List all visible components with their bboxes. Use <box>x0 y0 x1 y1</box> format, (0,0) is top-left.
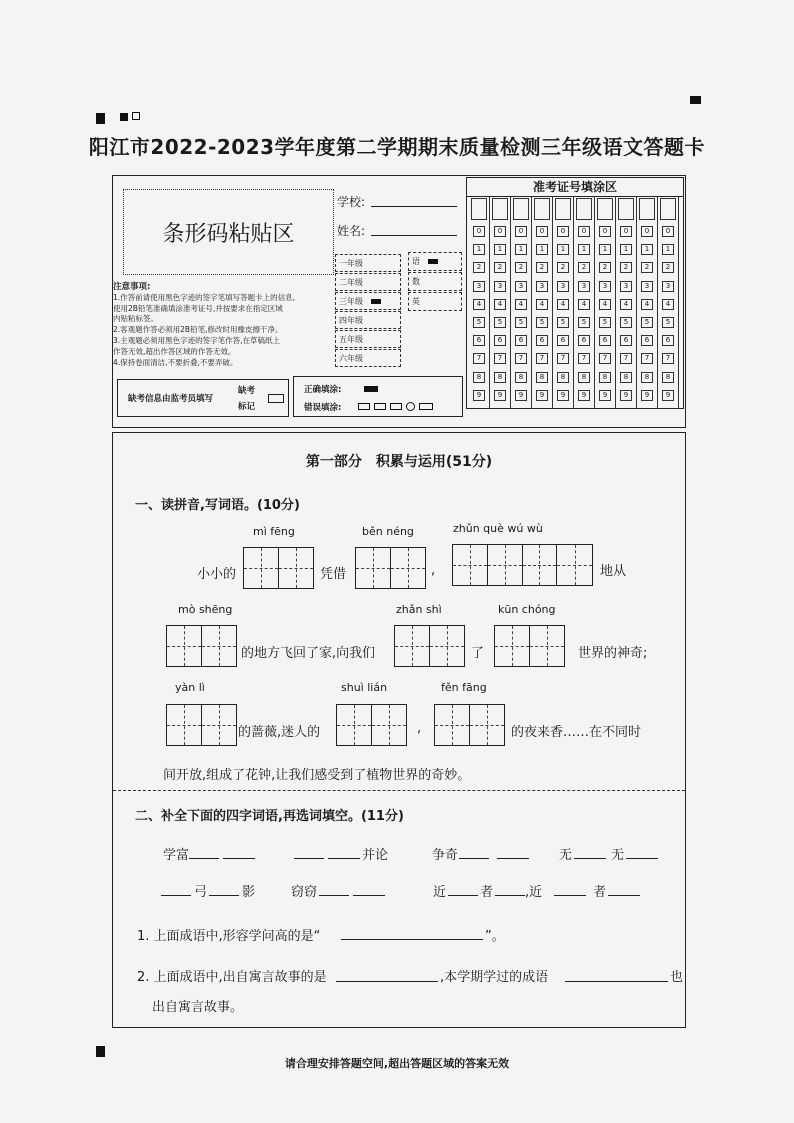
exam-digit-bubble[interactable]: 8 <box>536 372 548 383</box>
exam-digit-bubble[interactable]: 9 <box>662 390 674 401</box>
exam-digit-bubble[interactable]: 3 <box>557 281 569 292</box>
idiom-text: 窃窃 <box>291 885 318 900</box>
exam-number-column <box>490 196 511 408</box>
idiom-text: 并论 <box>362 848 389 863</box>
idiom-text: 无 <box>559 848 573 863</box>
exam-digit-bubble[interactable]: 3 <box>473 281 485 292</box>
exam-digit-bubble[interactable]: 0 <box>599 226 611 237</box>
exam-digit-bubble[interactable]: 7 <box>578 353 590 364</box>
registration-mark-top-left-2 <box>120 113 128 121</box>
grade-option[interactable]: 四年级 <box>335 311 401 329</box>
exam-number-title: 准考证号填涂区 <box>467 178 683 197</box>
writing-grid[interactable] <box>243 547 314 589</box>
writing-grid[interactable] <box>166 704 237 746</box>
sentence-text: 间开放,组成了花钟,让我们感受到了植物世界的奇妙。 <box>163 768 471 783</box>
exam-digit-bubble[interactable]: 0 <box>473 226 485 237</box>
exam-digit-bubble[interactable]: 2 <box>599 262 611 273</box>
idiom-text: 影 <box>242 885 256 900</box>
question-text: ”。 <box>485 929 505 944</box>
part1-title: 第一部分 积累与运用(51分) <box>305 454 493 470</box>
exam-digit-bubble[interactable]: 1 <box>473 244 485 255</box>
idiom-text: 无 <box>611 848 625 863</box>
exam-digit-bubble[interactable]: 3 <box>578 281 590 292</box>
exam-digit-bubble[interactable]: 5 <box>515 317 527 328</box>
exam-number-column <box>469 196 490 408</box>
exam-number-write-box[interactable] <box>660 198 676 220</box>
exam-digit-bubble[interactable]: 9 <box>515 390 527 401</box>
note-line: 内贴粘标签。 <box>113 314 158 324</box>
exam-digit-bubble[interactable]: 1 <box>515 244 527 255</box>
exam-digit-bubble[interactable]: 2 <box>662 262 674 273</box>
registration-mark-top-left-3 <box>132 112 140 120</box>
subject-option[interactable]: 数 <box>408 272 462 291</box>
writing-grid[interactable] <box>166 625 237 667</box>
question-text: 1. 上面成语中,形容学问高的是“ <box>137 929 321 944</box>
exam-digit-bubble[interactable]: 4 <box>662 299 674 310</box>
idiom-blank[interactable] <box>574 858 606 859</box>
proctor-box <box>117 379 289 417</box>
idiom-blank[interactable] <box>161 895 191 896</box>
absent-label: 缺考 <box>238 386 256 396</box>
exam-digit-bubble[interactable]: 0 <box>620 226 632 237</box>
exam-digit-bubble[interactable]: 7 <box>473 353 485 364</box>
correct-fill-sample <box>364 386 378 392</box>
exam-digit-bubble[interactable]: 1 <box>536 244 548 255</box>
wrong-fill-sample <box>358 403 370 410</box>
grade-option[interactable]: 二年级 <box>335 273 401 291</box>
idiom-blank[interactable] <box>223 858 255 859</box>
writing-grid[interactable] <box>394 625 465 667</box>
idiom-blank[interactable] <box>554 895 586 896</box>
exam-digit-bubble[interactable]: 1 <box>662 244 674 255</box>
exam-digit-bubble[interactable]: 2 <box>473 262 485 273</box>
idiom-text: 近 <box>433 885 447 900</box>
writing-grid[interactable] <box>494 625 565 667</box>
exam-digit-bubble[interactable]: 6 <box>599 335 611 346</box>
exam-digit-bubble[interactable]: 4 <box>473 299 485 310</box>
exam-digit-bubble[interactable]: 9 <box>536 390 548 401</box>
idiom-blank[interactable] <box>209 895 239 896</box>
exam-digit-bubble[interactable]: 0 <box>515 226 527 237</box>
exam-digit-bubble[interactable]: 6 <box>515 335 527 346</box>
idiom-text: 学富 <box>163 848 190 863</box>
exam-digit-bubble[interactable]: 5 <box>494 317 506 328</box>
exam-digit-bubble[interactable]: 3 <box>662 281 674 292</box>
grade-option[interactable]: 六年级 <box>335 349 401 367</box>
exam-digit-bubble[interactable]: 1 <box>620 244 632 255</box>
exam-number-grid <box>466 177 684 409</box>
sentence-text: 小小的 <box>197 567 237 582</box>
question-text: 也 <box>670 970 684 985</box>
filled-mark <box>428 259 438 264</box>
note-line: 1.作答前请使用黑色字迹的签字笔填写答题卡上的信息, <box>113 292 296 302</box>
sentence-text: 了 <box>471 646 485 661</box>
fill-example-box <box>293 376 463 417</box>
exam-digit-bubble[interactable]: 7 <box>641 353 653 364</box>
exam-digit-bubble[interactable]: 5 <box>473 317 485 328</box>
pinyin: běn néng <box>362 525 414 538</box>
exam-digit-bubble[interactable]: 6 <box>557 335 569 346</box>
exam-number-column <box>511 196 532 408</box>
exam-digit-bubble[interactable]: 8 <box>599 372 611 383</box>
exam-digit-bubble[interactable]: 7 <box>515 353 527 364</box>
exam-digit-bubble[interactable]: 9 <box>578 390 590 401</box>
answer-blank[interactable] <box>336 981 438 982</box>
exam-digit-bubble[interactable]: 9 <box>557 390 569 401</box>
subject-option[interactable]: 语 <box>408 252 462 271</box>
idiom-blank[interactable] <box>353 895 385 896</box>
idiom-blank[interactable] <box>495 895 525 896</box>
exam-digit-bubble[interactable]: 6 <box>620 335 632 346</box>
exam-number-write-box[interactable] <box>513 198 529 220</box>
exam-digit-bubble[interactable]: 5 <box>599 317 611 328</box>
exam-digit-bubble[interactable]: 0 <box>578 226 590 237</box>
notes-title: 注意事项: <box>113 282 151 292</box>
pinyin: zhǔn què wú wù <box>453 522 543 535</box>
notes-section <box>113 282 325 368</box>
sentence-text: 的夜来香……在不同时 <box>511 725 642 740</box>
exam-digit-bubble[interactable]: 4 <box>536 299 548 310</box>
exam-number-write-box[interactable] <box>555 198 571 220</box>
note-line: 作答无效,超出作答区域的作答无效。 <box>113 346 236 356</box>
exam-digit-bubble[interactable]: 1 <box>557 244 569 255</box>
registration-mark-top-left <box>96 113 105 124</box>
exam-digit-bubble[interactable]: 4 <box>557 299 569 310</box>
exam-digit-bubble[interactable]: 2 <box>494 262 506 273</box>
exam-digit-bubble[interactable]: 9 <box>620 390 632 401</box>
exam-digit-bubble[interactable]: 0 <box>494 226 506 237</box>
exam-digit-bubble[interactable]: 5 <box>578 317 590 328</box>
answer-blank[interactable] <box>341 939 483 940</box>
registration-mark-top-right <box>690 96 701 104</box>
exam-digit-bubble[interactable]: 9 <box>599 390 611 401</box>
wrong-fill-sample <box>406 402 415 411</box>
exam-number-write-box[interactable] <box>618 198 634 220</box>
exam-number-column <box>595 196 616 408</box>
exam-digit-bubble[interactable]: 8 <box>473 372 485 383</box>
name-label: 姓名: <box>337 224 366 238</box>
grade-option[interactable]: 五年级 <box>335 330 401 348</box>
idiom-text: 者 <box>593 885 607 900</box>
exam-digit-bubble[interactable]: 3 <box>599 281 611 292</box>
q1-title: 一、读拼音,写词语。(10分) <box>135 498 300 513</box>
exam-digit-bubble[interactable]: 8 <box>494 372 506 383</box>
exam-digit-bubble[interactable]: 5 <box>557 317 569 328</box>
exam-digit-bubble[interactable]: 1 <box>599 244 611 255</box>
idiom-blank[interactable] <box>626 858 658 859</box>
idiom-blank[interactable] <box>189 858 219 859</box>
exam-number-column <box>553 196 574 408</box>
absent-checkbox[interactable] <box>268 394 284 403</box>
wrong-fill-label: 错误填涂: <box>304 403 342 413</box>
exam-digit-bubble[interactable]: 4 <box>494 299 506 310</box>
exam-number-write-box[interactable] <box>471 198 487 220</box>
exam-digit-bubble[interactable]: 8 <box>641 372 653 383</box>
idiom-blank[interactable] <box>328 858 360 859</box>
writing-grid[interactable] <box>452 544 593 586</box>
exam-digit-bubble[interactable]: 2 <box>578 262 590 273</box>
question-text: 2. 上面成语中,出自寓言故事的是 <box>137 970 327 985</box>
exam-number-column <box>637 196 658 408</box>
exam-digit-bubble[interactable]: 1 <box>494 244 506 255</box>
pinyin: yàn lì <box>175 681 205 694</box>
exam-number-column <box>616 196 637 408</box>
exam-digit-bubble[interactable]: 8 <box>515 372 527 383</box>
exam-number-write-box[interactable] <box>639 198 655 220</box>
question-text: 出自寓言故事。 <box>152 1000 244 1015</box>
question-text: ,本学期学过的成语 <box>440 970 549 985</box>
filled-mark <box>371 299 381 304</box>
exam-number-column <box>658 196 679 408</box>
exam-digit-bubble[interactable]: 8 <box>557 372 569 383</box>
student-info-box <box>112 175 686 428</box>
exam-digit-bubble[interactable]: 0 <box>641 226 653 237</box>
idiom-text: ,近 <box>525 885 543 900</box>
pinyin: zhǎn shì <box>396 603 442 616</box>
sentence-text: 地从 <box>600 564 627 579</box>
pinyin: shuì lián <box>341 681 388 694</box>
q2-title: 二、补全下面的四字词语,再选词填空。(11分) <box>135 809 404 824</box>
footer-note: 请合理安排答题空间,超出答题区域的答案无效 <box>284 1057 510 1070</box>
answer-blank[interactable] <box>565 981 668 982</box>
barcode-label: 条形码粘贴区 <box>162 221 295 247</box>
exam-digit-bubble[interactable]: 7 <box>494 353 506 364</box>
idiom-blank[interactable] <box>459 858 489 859</box>
exam-digit-bubble[interactable]: 5 <box>536 317 548 328</box>
exam-digit-bubble[interactable]: 1 <box>578 244 590 255</box>
writing-grid[interactable] <box>355 547 426 589</box>
exam-digit-bubble[interactable]: 6 <box>494 335 506 346</box>
barcode-area <box>123 189 334 275</box>
note-line: 使用2B铅笔准确填涂准考证号,并按要求在指定区域 <box>113 303 283 313</box>
exam-digit-bubble[interactable]: 6 <box>641 335 653 346</box>
sentence-text: , <box>431 563 436 578</box>
exam-digit-bubble[interactable]: 6 <box>578 335 590 346</box>
exam-digit-bubble[interactable]: 2 <box>515 262 527 273</box>
exam-digit-bubble[interactable]: 0 <box>536 226 548 237</box>
exam-digit-bubble[interactable]: 3 <box>515 281 527 292</box>
note-line: 2.客观题作答必须用2B铅笔,修改时用橡皮擦干净。 <box>113 325 283 335</box>
grade-option[interactable]: 一年级 <box>335 254 401 272</box>
exam-digit-bubble[interactable]: 4 <box>641 299 653 310</box>
writing-grid[interactable] <box>434 704 505 746</box>
exam-number-write-box[interactable] <box>534 198 550 220</box>
pinyin: kūn chóng <box>498 603 556 616</box>
exam-digit-bubble[interactable]: 5 <box>641 317 653 328</box>
exam-digit-bubble[interactable]: 7 <box>599 353 611 364</box>
writing-grid[interactable] <box>336 704 407 746</box>
exam-number-column <box>574 196 595 408</box>
exam-digit-bubble[interactable]: 4 <box>599 299 611 310</box>
exam-digit-bubble[interactable]: 2 <box>557 262 569 273</box>
exam-digit-bubble[interactable]: 3 <box>494 281 506 292</box>
exam-digit-bubble[interactable]: 8 <box>578 372 590 383</box>
wrong-fill-sample <box>374 403 386 410</box>
exam-digit-bubble[interactable]: 4 <box>578 299 590 310</box>
exam-digit-bubble[interactable]: 0 <box>557 226 569 237</box>
idiom-text: 者 <box>480 885 494 900</box>
sentence-text: , <box>417 721 422 736</box>
exam-digit-bubble[interactable]: 3 <box>641 281 653 292</box>
exam-digit-bubble[interactable]: 3 <box>536 281 548 292</box>
exam-digit-bubble[interactable]: 2 <box>620 262 632 273</box>
exam-digit-bubble[interactable]: 7 <box>662 353 674 364</box>
exam-digit-bubble[interactable]: 1 <box>641 244 653 255</box>
exam-digit-bubble[interactable]: 5 <box>662 317 674 328</box>
answer-area <box>112 432 686 1028</box>
name-field[interactable] <box>371 235 457 236</box>
exam-digit-bubble[interactable]: 2 <box>536 262 548 273</box>
exam-digit-bubble[interactable]: 7 <box>620 353 632 364</box>
school-label: 学校: <box>337 195 366 209</box>
subject-option[interactable]: 英 <box>408 292 462 311</box>
note-line: 4.保持卷面清洁,不要折叠,不要弄破。 <box>113 357 238 367</box>
proctor-label: 缺考信息由监考员填写 <box>128 394 214 404</box>
grade-option[interactable]: 三年级 <box>335 292 401 310</box>
exam-digit-bubble[interactable]: 6 <box>473 335 485 346</box>
sentence-text: 的地方飞回了家,向我们 <box>241 646 376 661</box>
exam-digit-bubble[interactable]: 9 <box>641 390 653 401</box>
pinyin: mì fēng <box>253 525 295 538</box>
exam-digit-bubble[interactable]: 8 <box>620 372 632 383</box>
absent-label: 标记 <box>238 402 256 412</box>
exam-digit-bubble[interactable]: 4 <box>515 299 527 310</box>
exam-digit-bubble[interactable]: 3 <box>620 281 632 292</box>
idiom-blank[interactable] <box>497 858 529 859</box>
exam-number-write-box[interactable] <box>492 198 508 220</box>
exam-digit-bubble[interactable]: 9 <box>473 390 485 401</box>
exam-digit-bubble[interactable]: 2 <box>641 262 653 273</box>
exam-number-write-box[interactable] <box>597 198 613 220</box>
exam-number-write-box[interactable] <box>576 198 592 220</box>
exam-digit-bubble[interactable]: 6 <box>662 335 674 346</box>
exam-digit-bubble[interactable]: 0 <box>662 226 674 237</box>
exam-digit-bubble[interactable]: 9 <box>494 390 506 401</box>
exam-digit-bubble[interactable]: 7 <box>536 353 548 364</box>
page-title: 阳江市2022-2023学年度第二学期期末质量检测三年级语文答题卡 <box>88 135 706 159</box>
exam-digit-bubble[interactable]: 4 <box>620 299 632 310</box>
idiom-blank[interactable] <box>608 895 640 896</box>
note-line: 3.主观题必须用黑色字迹的签字笔作答,在草稿纸上 <box>113 335 281 345</box>
exam-digit-bubble[interactable]: 6 <box>536 335 548 346</box>
exam-digit-bubble[interactable]: 7 <box>557 353 569 364</box>
idiom-blank[interactable] <box>319 895 349 896</box>
pinyin: fěn fāng <box>441 681 487 694</box>
section-divider <box>113 790 685 791</box>
wrong-fill-sample <box>390 403 402 410</box>
sentence-text: 世界的神奇; <box>578 646 648 661</box>
sentence-text: 的蔷薇,迷人的 <box>238 725 321 740</box>
idiom-text: 弓 <box>194 885 208 900</box>
exam-digit-bubble[interactable]: 5 <box>620 317 632 328</box>
idiom-text: 争奇 <box>432 848 459 863</box>
idiom-blank[interactable] <box>448 895 478 896</box>
sentence-text: 凭借 <box>320 567 347 582</box>
pinyin: mò shēng <box>178 603 233 616</box>
wrong-fill-sample <box>419 403 433 410</box>
exam-number-column <box>532 196 553 408</box>
correct-fill-label: 正确填涂: <box>304 385 342 395</box>
exam-digit-bubble[interactable]: 8 <box>662 372 674 383</box>
idiom-blank[interactable] <box>294 858 324 859</box>
school-field[interactable] <box>371 206 457 207</box>
